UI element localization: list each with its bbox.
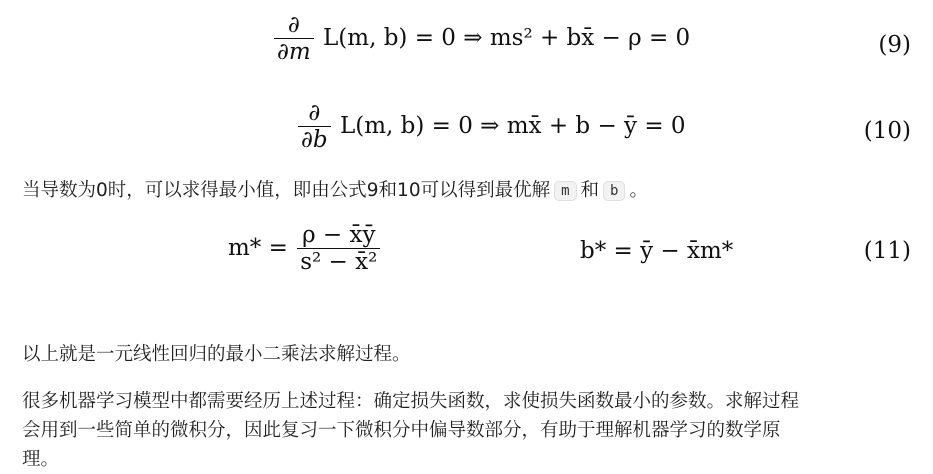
paragraph-optimal-solution [22,176,911,207]
partial-symbol: ∂ [287,12,300,38]
equation-10-lhs: L(m, b) = 0 ⇒ [339,112,507,139]
equation-9-rhs: ms² + bx̄ − ρ = 0 [489,24,691,51]
m-star-denominator: s² − x̄² [297,248,380,275]
equation-9-lhs: L(m, b) = 0 ⇒ [323,24,490,51]
paragraph-3-line-2: 会用到一些简单的微积分，因此复习一下微积分中偏导数部分，有助于理解机器学习的数学原 [22,420,781,441]
equation-10 [296,100,686,154]
partial-symbol-den: ∂ [301,127,313,154]
paragraph-1-and: 和 [580,180,600,201]
equation-9 [272,12,690,66]
m-star-fraction [297,222,380,276]
equation-10-rhs: mx̄ + b − ȳ = 0 [506,112,686,139]
partial-symbol: ∂ [308,100,321,126]
equation-10-tag: (10) [863,118,911,144]
equation-11-b-star: b* = ȳ − x̄m* [580,238,734,264]
paragraph-3-line-1: 很多机器学习模型中都需要经历上述过程：确定损失函数，求使损失函数最小的参数。求解过程 [22,391,800,412]
equation-11-tag: (11) [863,238,911,264]
variable-m: m [288,39,311,66]
equation-9-tag: (9) [878,32,911,58]
equation-11-m-star [228,222,382,276]
m-star-numerator: ρ − x̄ȳ [302,222,376,248]
inline-code-b: b [603,181,625,201]
inline-code-m: m [554,181,576,201]
variable-b: b [312,127,328,154]
partial-derivative-fraction-b [298,100,331,154]
partial-derivative-fraction-m [274,12,314,66]
paragraph-1-end: 。 [629,180,648,201]
paragraph-ml-models [22,387,911,474]
paragraph-summary: 以上就是一元线性回归的最小二乘法求解过程。 [22,344,411,365]
paragraph-3-line-3: 理。 [22,449,60,470]
partial-symbol-den: ∂ [277,39,289,66]
m-star-lhs: m* = [228,234,296,261]
paragraph-1-text: 当导数为0时，可以求得最小值，即由公式9和10可以得到最优解 [22,180,551,201]
